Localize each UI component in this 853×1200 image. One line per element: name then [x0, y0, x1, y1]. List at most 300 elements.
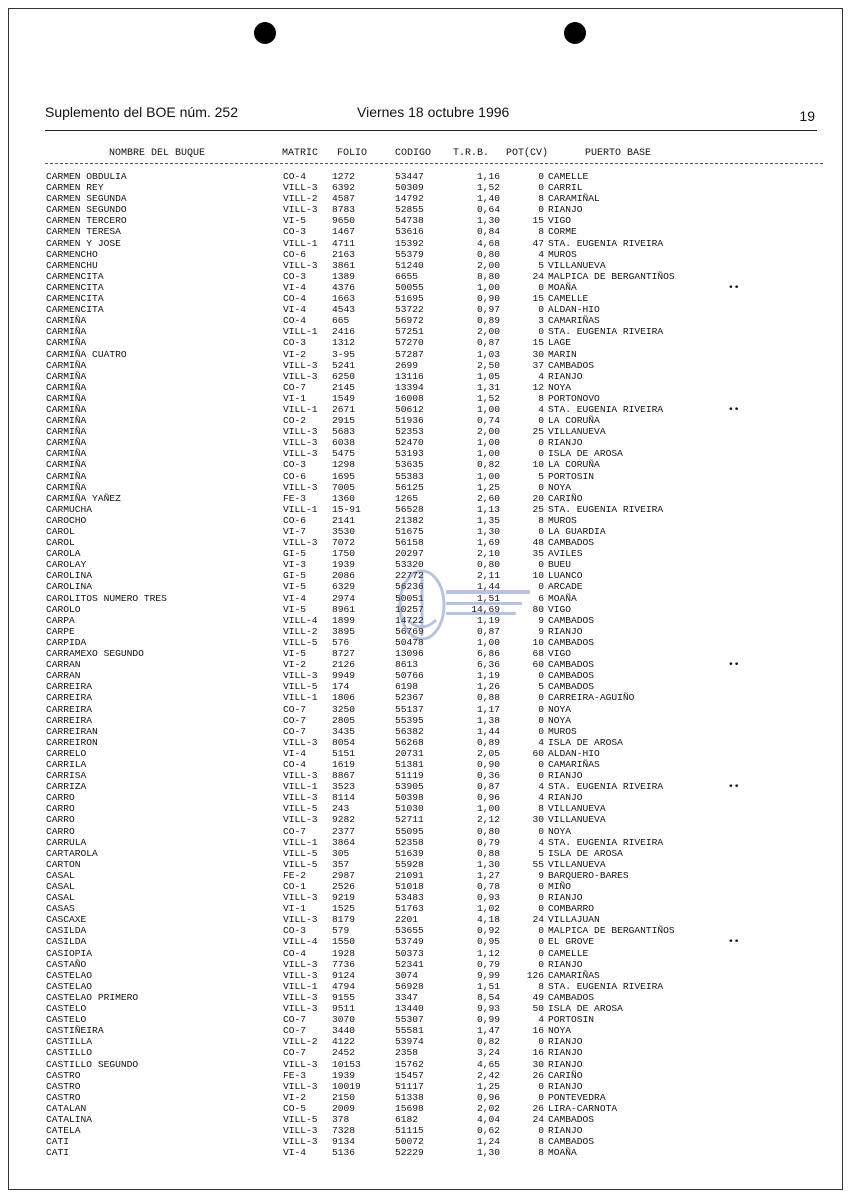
cell-pot: 60: [532, 659, 544, 671]
cell-trb: 0,89: [476, 315, 500, 327]
table-row: [46, 482, 806, 493]
cell-folio: 3250: [332, 703, 356, 715]
cell-puerto: MALPICA DE BERGANTIÑOS: [548, 270, 675, 282]
table-row: [46, 171, 806, 182]
table-row: [46, 193, 806, 204]
cell-trb: 0,88: [476, 692, 500, 704]
cell-puerto: NOYA: [548, 825, 572, 837]
cell-name: CARMIÑA: [46, 403, 87, 415]
cell-name: CARMIÑA: [46, 337, 87, 349]
cell-name: CARMENCITA: [46, 270, 104, 282]
cell-puerto: BUEU: [548, 559, 572, 571]
cell-matric: VI-2: [283, 348, 307, 360]
col-header-pot: POT(CV): [506, 148, 549, 159]
cell-codigo: 50055: [395, 281, 424, 293]
cell-pot: 0: [538, 415, 544, 427]
cell-codigo: 20731: [395, 747, 424, 759]
cell-name: CARMIÑA: [46, 415, 87, 427]
cell-codigo: 56158: [395, 537, 424, 549]
cell-matric: VILL-4: [283, 936, 318, 948]
header-dashed-rule: [45, 163, 823, 164]
cell-codigo: 52341: [395, 958, 424, 970]
cell-trb: 1,24: [476, 1136, 500, 1148]
cell-trb: 0,87: [476, 337, 500, 349]
cell-codigo: 56928: [395, 980, 424, 992]
cell-matric: VI-4: [283, 592, 307, 604]
cell-matric: VILL-5: [283, 1113, 318, 1125]
cell-name: CASTILLO: [46, 1047, 93, 1059]
table-row: [46, 826, 806, 837]
cell-codigo: 52855: [395, 204, 424, 216]
cell-codigo: 55095: [395, 825, 424, 837]
table-row: [46, 748, 806, 759]
cell-folio: 6329: [332, 581, 356, 593]
cell-pot: 0: [538, 171, 544, 182]
cell-puerto: CAMBADOS: [548, 614, 595, 626]
cell-trb: 14,69: [471, 603, 500, 615]
cell-pot: 0: [538, 559, 544, 571]
cell-trb: 1,51: [476, 592, 500, 604]
cell-name: CAROL: [46, 526, 75, 537]
cell-pot: 25: [532, 503, 544, 515]
punch-hole-left: [254, 22, 276, 44]
cell-folio: 1272: [332, 171, 356, 182]
cell-name: CASTELAO: [46, 980, 93, 992]
table-row: [46, 182, 806, 193]
table-row: [46, 448, 806, 459]
cell-trb: 1,51: [476, 980, 500, 992]
cell-puerto: CARRIL: [548, 182, 583, 194]
cell-matric: VILL-5: [283, 803, 318, 815]
cell-codigo: 10257: [395, 603, 424, 615]
cell-name: CARRO: [46, 803, 75, 815]
cell-codigo: 53635: [395, 459, 424, 471]
cell-name: CARMUCHA: [46, 503, 93, 515]
cell-folio: 576: [332, 636, 350, 648]
cell-trb: 2,05: [476, 747, 500, 759]
cell-puerto: RIANJO: [548, 625, 583, 637]
cell-matric: CO-7: [283, 703, 307, 715]
cell-folio: 665: [332, 315, 350, 327]
table-row: [46, 526, 806, 537]
cell-pot: 0: [538, 936, 544, 948]
cell-folio: 2915: [332, 415, 356, 427]
cell-mark: ••: [728, 403, 740, 415]
cell-codigo: 13394: [395, 381, 424, 393]
cell-mark: ••: [728, 281, 740, 293]
cell-matric: CO-4: [283, 293, 307, 305]
publication-date: Viernes 18 octubre 1996: [357, 104, 510, 120]
table-row: [46, 903, 806, 914]
cell-matric: VILL-1: [283, 237, 318, 249]
cell-codigo: 14722: [395, 614, 424, 626]
cell-folio: 2141: [332, 514, 356, 526]
cell-codigo: 2358: [395, 1047, 419, 1059]
cell-folio: 8179: [332, 914, 356, 926]
cell-pot: 0: [538, 881, 544, 892]
cell-puerto: CAMBADOS: [548, 1113, 595, 1125]
cell-folio: 3530: [332, 526, 356, 537]
cell-trb: 1,05: [476, 370, 500, 382]
cell-folio: 9155: [332, 991, 356, 1003]
cell-codigo: 56769: [395, 625, 424, 637]
cell-puerto: PORTOSIN: [548, 1014, 595, 1026]
publication-title: Suplemento del BOE núm. 252: [45, 104, 239, 120]
cell-matric: VI-2: [283, 659, 307, 671]
cell-pot: 0: [538, 448, 544, 460]
cell-codigo: 55395: [395, 714, 424, 726]
cell-name: CARMIÑA: [46, 437, 87, 449]
cell-folio: 9124: [332, 969, 356, 981]
cell-puerto: VILLANUEVA: [548, 803, 606, 815]
cell-pot: 26: [532, 1069, 544, 1081]
cell-name: CARMIÑA CUATRO: [46, 348, 127, 360]
cell-name: CARREIRA: [46, 703, 93, 715]
cell-pot: 8: [538, 1147, 544, 1159]
page-header: [45, 104, 815, 126]
header-rule: [45, 130, 817, 131]
cell-matric: VILL-2: [283, 193, 318, 205]
cell-pot: 5: [538, 847, 544, 859]
cell-folio: 4711: [332, 237, 356, 249]
cell-puerto: LAGE: [548, 337, 572, 349]
cell-name: CARMIÑA: [46, 481, 87, 493]
cell-puerto: VIGO: [548, 648, 572, 660]
cell-puerto: MUROS: [548, 725, 577, 737]
cell-folio: 2416: [332, 326, 356, 338]
cell-trb: 0,96: [476, 792, 500, 804]
cell-pot: 15: [532, 337, 544, 349]
cell-codigo: 15457: [395, 1069, 424, 1081]
cell-trb: 0,84: [476, 226, 500, 238]
cell-name: CARMENCHO: [46, 248, 98, 260]
cell-puerto: CAMBADOS: [548, 636, 595, 648]
cell-codigo: 22772: [395, 570, 424, 582]
cell-puerto: RIANJO: [548, 1036, 583, 1048]
cell-puerto: MUROS: [548, 248, 577, 260]
cell-pot: 30: [532, 348, 544, 360]
cell-codigo: 57270: [395, 337, 424, 349]
cell-matric: CO-3: [283, 925, 307, 937]
cell-trb: 9,93: [476, 1003, 500, 1015]
cell-puerto: NOYA: [548, 703, 572, 715]
cell-codigo: 51030: [395, 803, 424, 815]
cell-matric: VI-5: [283, 215, 307, 227]
cell-puerto: NOYA: [548, 1025, 572, 1037]
table-row: [46, 781, 806, 792]
cell-matric: VI-4: [283, 1147, 307, 1159]
cell-trb: 2,02: [476, 1102, 500, 1114]
cell-pot: 0: [538, 947, 544, 959]
cell-pot: 0: [538, 703, 544, 715]
cell-matric: CO-3: [283, 459, 307, 471]
cell-folio: 6392: [332, 182, 356, 194]
cell-puerto: MUROS: [548, 514, 577, 526]
cell-trb: 1,35: [476, 514, 500, 526]
table-row: [46, 1025, 806, 1036]
cell-folio: 1467: [332, 226, 356, 238]
cell-matric: VILL-1: [283, 503, 318, 515]
cell-pot: 0: [538, 281, 544, 293]
cell-matric: VI-3: [283, 559, 307, 571]
cell-codigo: 51018: [395, 881, 424, 892]
cell-folio: 1806: [332, 692, 356, 704]
cell-puerto: CORME: [548, 226, 577, 238]
table-row: [46, 326, 806, 337]
cell-codigo: 51240: [395, 259, 424, 271]
cell-codigo: 21091: [395, 869, 424, 881]
cell-trb: 1,27: [476, 869, 500, 881]
cell-trb: 2,00: [476, 326, 500, 338]
cell-name: CARMIÑA: [46, 426, 87, 438]
cell-codigo: 52229: [395, 1147, 424, 1159]
cell-pot: 8: [538, 392, 544, 404]
table-row: [46, 282, 806, 293]
cell-puerto: MOAÑA: [548, 1147, 577, 1159]
cell-matric: VILL-3: [283, 736, 318, 748]
cell-trb: 0,97: [476, 304, 500, 316]
cell-name: CARREIRAN: [46, 725, 98, 737]
cell-puerto: LA CORUÑA: [548, 459, 600, 471]
cell-codigo: 51117: [395, 1080, 424, 1092]
cell-puerto: NOYA: [548, 714, 572, 726]
cell-trb: 2,10: [476, 548, 500, 560]
cell-folio: 5241: [332, 359, 356, 371]
cell-name: CASTIÑEIRA: [46, 1025, 104, 1037]
table-row: [46, 238, 806, 249]
cell-matric: CO-7: [283, 714, 307, 726]
table-row: [46, 936, 806, 947]
cell-pot: 0: [538, 526, 544, 537]
cell-puerto: CAMBADOS: [548, 359, 595, 371]
cell-matric: VILL-3: [283, 1136, 318, 1148]
cell-pot: 47: [532, 237, 544, 249]
cell-name: CASTILLA: [46, 1036, 93, 1048]
watermark-stamp: [384, 560, 534, 650]
cell-pot: 0: [538, 692, 544, 704]
cell-matric: CO-6: [283, 470, 307, 482]
cell-name: CATELA: [46, 1125, 81, 1137]
cell-folio: 3440: [332, 1025, 356, 1037]
cell-matric: VILL-5: [283, 681, 318, 693]
cell-pot: 6: [538, 592, 544, 604]
cell-codigo: 51381: [395, 758, 424, 770]
cell-matric: VILL-3: [283, 814, 318, 826]
cell-matric: VILL-1: [283, 781, 318, 793]
cell-pot: 4: [538, 792, 544, 804]
table-row: [46, 471, 806, 482]
cell-puerto: CAMELLE: [548, 293, 589, 305]
table-row: [46, 759, 806, 770]
cell-trb: 1,19: [476, 670, 500, 682]
cell-pot: 0: [538, 903, 544, 915]
cell-pot: 10: [532, 636, 544, 648]
cell-pot: 30: [532, 1058, 544, 1070]
cell-codigo: 53905: [395, 781, 424, 793]
cell-puerto: MALPICA DE BERGANTIÑOS: [548, 925, 675, 937]
cell-matric: CO-7: [283, 1014, 307, 1026]
cell-trb: 3,24: [476, 1047, 500, 1059]
cell-matric: VILL-3: [283, 259, 318, 271]
cell-pot: 4: [538, 403, 544, 415]
cell-codigo: 8613: [395, 659, 419, 671]
col-header-trb: T.R.B.: [453, 148, 490, 159]
cell-pot: 15: [532, 293, 544, 305]
cell-codigo: 50398: [395, 792, 424, 804]
cell-codigo: 53974: [395, 1036, 424, 1048]
cell-codigo: 53483: [395, 892, 424, 904]
cell-puerto: STA. EUGENIA RIVEIRA: [548, 326, 664, 338]
cell-matric: CO-3: [283, 337, 307, 349]
cell-trb: 1,02: [476, 903, 500, 915]
cell-folio: 10019: [332, 1080, 361, 1092]
cell-puerto: CAMBADOS: [548, 670, 595, 682]
table-row: [46, 548, 806, 559]
cell-matric: FE-2: [283, 869, 307, 881]
cell-pot: 0: [538, 581, 544, 593]
cell-matric: FE-3: [283, 492, 307, 504]
cell-pot: 60: [532, 747, 544, 759]
cell-folio: 5151: [332, 747, 356, 759]
cell-name: CAROLINA: [46, 570, 93, 582]
cell-name: CARMENCITA: [46, 293, 104, 305]
cell-puerto: CAMBADOS: [548, 991, 595, 1003]
cell-pot: 0: [538, 825, 544, 837]
cell-puerto: RIANJO: [548, 892, 583, 904]
cell-puerto: CAMBADOS: [548, 1136, 595, 1148]
col-header-folio: FOLIO: [337, 148, 368, 159]
cell-matric: VILL-1: [283, 403, 318, 415]
cell-trb: 2,00: [476, 259, 500, 271]
cell-folio: 3861: [332, 259, 356, 271]
cell-codigo: 55383: [395, 470, 424, 482]
table-row: [46, 914, 806, 925]
cell-codigo: 51115: [395, 1125, 424, 1137]
punch-hole-right: [564, 22, 586, 44]
cell-name: CARMEN TERESA: [46, 226, 121, 238]
cell-trb: 1,38: [476, 714, 500, 726]
cell-trb: 1,03: [476, 348, 500, 360]
cell-folio: 2526: [332, 881, 356, 892]
cell-puerto: VIGO: [548, 215, 572, 227]
cell-puerto: ARCADE: [548, 581, 583, 593]
cell-name: CAROLINA: [46, 581, 93, 593]
cell-pot: 9: [538, 869, 544, 881]
table-row: [46, 1036, 806, 1047]
cell-trb: 1,30: [476, 215, 500, 227]
cell-trb: 0,95: [476, 936, 500, 948]
cell-trb: 1,13: [476, 503, 500, 515]
cell-name: CATI: [46, 1147, 70, 1159]
cell-trb: 0,87: [476, 625, 500, 637]
cell-codigo: 50478: [395, 636, 424, 648]
cell-codigo: 53722: [395, 304, 424, 316]
cell-trb: 2,12: [476, 814, 500, 826]
cell-name: CAROL: [46, 537, 75, 549]
cell-name: CARRULA: [46, 836, 87, 848]
table-row: [46, 726, 806, 737]
cell-pot: 12: [532, 381, 544, 393]
cell-folio: 6038: [332, 437, 356, 449]
table-row: [46, 1070, 806, 1081]
cell-matric: VILL-1: [283, 692, 318, 704]
table-row: [46, 404, 806, 415]
cell-folio: 8867: [332, 770, 356, 782]
table-row: [46, 204, 806, 215]
cell-pot: 8: [538, 1136, 544, 1148]
cell-codigo: 53447: [395, 171, 424, 182]
cell-puerto: RIANJO: [548, 370, 583, 382]
table-row: [46, 215, 806, 226]
cell-matric: VILL-3: [283, 370, 318, 382]
cell-name: CAROLITOS NUMERO TRES: [46, 592, 167, 604]
cell-puerto: ALDAN-HIO: [548, 747, 600, 759]
cell-folio: 1360: [332, 492, 356, 504]
cell-pot: 10: [532, 459, 544, 471]
cell-folio: 2086: [332, 570, 356, 582]
cell-puerto: STA. EUGENIA RIVEIRA: [548, 781, 664, 793]
table-row: [46, 1014, 806, 1025]
cell-name: CARPE: [46, 625, 75, 637]
table-row: [46, 415, 806, 426]
table-row: [46, 1125, 806, 1136]
cell-name: CARMIÑA: [46, 381, 87, 393]
cell-trb: 1,30: [476, 526, 500, 537]
cell-name: CARMIÑA: [46, 315, 87, 327]
cell-name: CASAL: [46, 892, 75, 904]
table-row: [46, 848, 806, 859]
table-row: [46, 271, 806, 282]
cell-trb: 6,86: [476, 648, 500, 660]
cell-codigo: 51338: [395, 1091, 424, 1103]
cell-codigo: 52353: [395, 426, 424, 438]
cell-codigo: 51936: [395, 415, 424, 427]
cell-matric: VI-1: [283, 903, 307, 915]
cell-matric: VI-7: [283, 526, 307, 537]
cell-matric: VI-5: [283, 603, 307, 615]
cell-codigo: 53749: [395, 936, 424, 948]
cell-name: CASAS: [46, 903, 75, 915]
cell-pot: 20: [532, 492, 544, 504]
cell-puerto: CAMELLE: [548, 171, 589, 182]
cell-puerto: STA. EUGENIA RIVEIRA: [548, 403, 664, 415]
cell-folio: 2974: [332, 592, 356, 604]
cell-pot: 68: [532, 648, 544, 660]
cell-name: CARMENCHU: [46, 259, 98, 271]
cell-folio: 7005: [332, 481, 356, 493]
table-row: [46, 881, 806, 892]
table-row: [46, 1114, 806, 1125]
cell-trb: 8,80: [476, 270, 500, 282]
cell-trb: 0,96: [476, 1091, 500, 1103]
cell-folio: 579: [332, 925, 350, 937]
cell-codigo: 55928: [395, 858, 424, 870]
cell-pot: 5: [538, 681, 544, 693]
cell-folio: 9219: [332, 892, 356, 904]
cell-matric: VILL-3: [283, 914, 318, 926]
cell-trb: 0,82: [476, 1036, 500, 1048]
cell-folio: 4794: [332, 980, 356, 992]
cell-matric: CO-4: [283, 315, 307, 327]
cell-puerto: MARIN: [548, 348, 577, 360]
cell-puerto: RIANJO: [548, 770, 583, 782]
cell-matric: VILL-3: [283, 770, 318, 782]
table-row: [46, 1081, 806, 1092]
cell-name: CASTELO: [46, 1014, 87, 1026]
cell-name: CARMIÑA: [46, 359, 87, 371]
cell-matric: VILL-1: [283, 980, 318, 992]
table-row: [46, 260, 806, 271]
